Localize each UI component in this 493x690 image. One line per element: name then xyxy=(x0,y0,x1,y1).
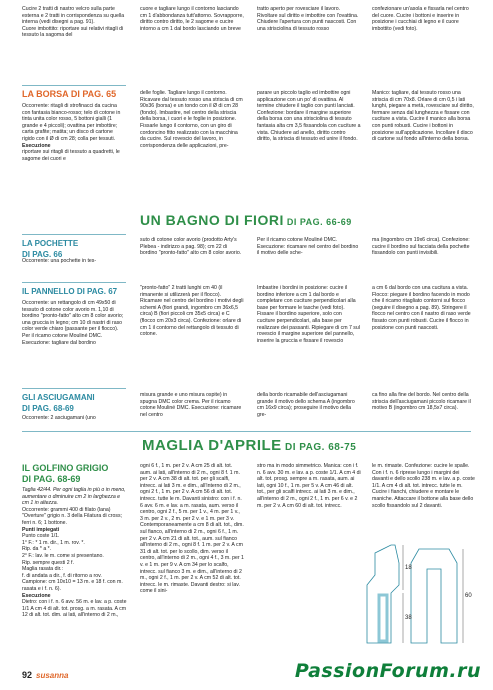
top-col3-para: tratto aperto per rovesciare il lavoro. Rivoltare sul diritto e imbottire con l'ovattina. Chiudere l'apertura con punti nascosti. Con una strisciolina di tessuto rosso xyxy=(257,6,359,32)
asciugamani-col-3 xyxy=(257,392,361,418)
pochette-col-1b xyxy=(22,258,126,265)
golfino-andata: f. di andata a dir., f. di ritorno a rov. xyxy=(22,572,102,579)
pochette-col-3 xyxy=(257,237,361,257)
golfino-f2: 2° F.: lav. le m. come si presentano. xyxy=(22,552,104,559)
golfino-punti-heading: Punti impiegati xyxy=(22,526,60,533)
golfino-rip-sempre: Rip. sempre questi 2 f. xyxy=(22,559,74,566)
banner-maglia-d-aprile xyxy=(142,437,356,454)
asciugamani-col3-para: della bordo ricamabile dell'asciugamani grande il motivo dello schema A (ingombro cm 16x9 circa); proseguire il motivo della gre- xyxy=(257,392,355,418)
borsa-esecuzione-heading: Esecuzione xyxy=(22,142,51,149)
asciugamani-col-4 xyxy=(372,392,476,412)
banner2-pages: DI PAG. 68-75 xyxy=(281,442,357,453)
golfino-col3-para: stro ma in modo simmetrico. Manica: con i f. n. 6 avv. 30 m. e lav. a p. coste 1/1. A cm 4 di alt. tot. prosg. sempre a m. rasata, aum. ai lati, ogni 10 f., 1 m. per 5 v. A cm 46 di alt. tot., per gli scalfi intrecc. ai lati 3 m. e dim., all'interno di 2 m., ogni 2 f., 1 m. per 6 v. e 2 m. per 2 v. A cm 60 di alt. tot. intrecc. xyxy=(257,463,361,509)
pochette-col-1 xyxy=(22,234,126,260)
pannello-col-3 xyxy=(257,285,361,344)
magazine-brand: susanna xyxy=(36,671,69,680)
pannello-col-1 xyxy=(22,282,126,346)
top-col-3 xyxy=(257,6,361,32)
top-col1-para: Cuore imbottito: riportare sui relativi ritagli di tessuto la sagoma del xyxy=(22,25,124,39)
golfino-rip: Rip. da * a *. xyxy=(22,546,52,553)
pochette-col2-para: suto di cotone color avorio (prodotto Arty's Plebea - indirizzo a pag. 98); cm 22 di bordino "pronto-fatto" alto cm 8 color avorio. xyxy=(140,237,242,257)
pannello-col3-para: Imbastire i bordini in posizione: cucire il bordino inferiore a cm 1 dal bordo e completare con cuciture perpendicolari alla base per formare le tasche (vedi foto). Fissare il bordino superiore, solo con cuciture perpendicolari, alla base per realizzare dei passanti. Ripiegare di cm 7 sul rovescio il margine superiore del pannello, inserire la gruccia e fissare il rovescio xyxy=(257,285,360,344)
pochette-col4-para: ma (ingombro cm 19x6 circa). Confezione: cucire il bordino sul facciata della pochette fissandolo con punti invisibili. xyxy=(372,237,470,257)
golfino-maglia-rasata: Maglia rasata dir.: xyxy=(22,566,63,573)
pannello-occorrente: Occorrente: un rettangolo di cm 49x50 di tessuto di cotone color avorio m. 1,10 di bordino "pronto-fatto" alto cm 8 color avorio; una gruccia in legno; cm 10 di nastri di raso color verde chiaro (passante per il flocco). xyxy=(22,300,124,333)
dim-label-60: 60 xyxy=(465,593,472,599)
golfino-dietro: Dietro: con i f. n. 6 avv. 56 m. e lav. a p. coste 1/1 A cm 4 di alt. tot. prosg. a m. rasata. A cm 12 di alt. tot. dim. ai lati, all'interno di 2 m., xyxy=(22,599,127,619)
top-col1-para: Cucire 2 tratti di nastro velcro sulla parte esterna e 2 tratti in corrispondenza su quella interna (vedi disegni a pag. 91). xyxy=(22,6,125,26)
asciugamani-title-pages: DI PAG. 68-69 xyxy=(22,404,74,413)
watermark-logo: PassionForum.ru xyxy=(294,660,481,682)
asciugamani-col2-para: misura grande e uno misura ospite) in spugna DMC color crema. Per il ricamo cotone Mouliné DMC. Esecuzione: ricamare nel centro xyxy=(140,392,242,418)
golfino-title-pages: DI PAG. 68-69 xyxy=(22,474,81,484)
pannello-title: IL PANNELLO DI PAG. 67 xyxy=(22,287,118,296)
asciugamani-col-1b xyxy=(22,415,132,422)
top-col2-para: cuore e tagliare lungo il contorno lasciando cm 1 d'abbondanza tutt'attorno. Sovrapporre, diritto contro diritto, le 2 sagome e cucire intorno a cm 1 dal bordo lasciando un breve xyxy=(140,6,244,32)
borsa-col-4 xyxy=(372,90,476,143)
sleeve-shape xyxy=(411,549,457,643)
pannello-ricamo: Per il ricamo cotone Mouliné DMC. xyxy=(22,332,103,339)
top-col-1 xyxy=(22,6,126,39)
borsa-col-2 xyxy=(140,90,244,149)
golfino-taglia: Taglia 42/44. Per ogni taglia in più o in meno, aumentare o diminuire cm 2 in larghezza e cm 1 in altezza. xyxy=(22,487,126,507)
golfino-col-3 xyxy=(257,463,361,509)
section-divider xyxy=(22,431,471,432)
banner1-title: UN BAGNO DI FIORI xyxy=(140,212,284,228)
golfino-campione: Campione: cm 10x10 = 13 m. e 18 f. con m. rasata e i f. n. 6). xyxy=(22,579,123,592)
borsa-col-1 xyxy=(22,85,126,162)
banner1-pages: DI PAG. 66-69 xyxy=(283,217,352,227)
asciugamani-col-2 xyxy=(140,392,244,418)
borsa-occorrente: Occorrente: ritagli di strofinacci da cucina con fantasia bianco-rosso; telo di cotone in tinta unita color rosso, 5 bottoni gialli (1 grande e 4 piccoli); ovattina per imbottire; carta grafite; matita; un disco di cartone rigido con il Ø di cm 28; colla per tessuti. xyxy=(22,103,121,142)
golfino-col-4 xyxy=(372,463,476,509)
pannello-col-4 xyxy=(372,285,476,331)
pannello-col4-para: a cm 6 dal bordo con una cucitura a vista. Flocco: piegare il bordino facendo in modo che il ricamo ritagliato contorni sul flocco (seguire il disegno a pag. 89). Stringere il flocco nel centro con il nastro di raso verde fissato con punti robusti. Cucire il flocco in posizione con punti nascosti. xyxy=(372,285,471,331)
pochette-col-4 xyxy=(372,237,476,257)
golfino-esecuzione-heading: Esecuzione xyxy=(22,592,51,599)
asciugamani-occorrente: Occorrente: 2 asciugamani (uno xyxy=(22,415,96,421)
borsa-title: LA BORSA DI PAG. 65 xyxy=(22,89,117,99)
top-col4-para: confezionare un'asola e fissarla nel centro del cuore. Cucire i bottoni e inserire in posizione i cucchiai di legno e il cuore imbottito (vedi foto). xyxy=(372,6,469,32)
golfino-col-2 xyxy=(140,463,244,595)
golfino-col4-para: le m. rimaste. Confezione: cucire le spalle. Con i f. n. 6 riprese lungo i margini dei davanti e dello scollo 238 m. e lav. a p. coste 1/1. A cm 4 di alt. tot. intrecc. tutte le m. Cucire i fianchi, chiudere e montare le maniche. Attaccare il bottone alla base dello scollo fissandolo sul 2 davanti. xyxy=(372,463,475,509)
borsa-col2-para: delle foglie. Tagliare lungo il contorno. Ricavare dal tessuto rosso una striscia di cm 90x36 (borsa) e un tondo con il Ø di cm 28 (fondo). Imbastire, nel centro della striscia della borsa, i cuori e le foglie in posizione. Fissarle lungo il contorno, con un giro di cordoncino fitto realizzato con la macchina da cucire. Sul rovescio del lavoro, in corrispondenza delle applicazioni, pre- xyxy=(140,90,243,149)
pochette-occorrente: Occorrente: una pochette in tes- xyxy=(22,258,97,264)
golfino-occorrente: Occorrente: grammi 400 di filato (lana) "Overture" grigio n. 3 della Filatura di cross; ferri n. 6; 1 bottone. xyxy=(22,506,122,526)
banner2-title: MAGLIA D'APRILE xyxy=(142,437,282,454)
golfino-schema-diagram xyxy=(361,535,476,655)
asciugamani-title: GLI ASCIUGAMANI xyxy=(22,393,95,402)
golfino-punto-coste: Punto coste 1/1. xyxy=(22,533,60,540)
banner-bagno-di-fiori xyxy=(140,212,352,228)
top-col-4 xyxy=(372,6,476,32)
page-number: 92 xyxy=(22,670,33,680)
dim-label-18: 18 xyxy=(405,565,412,571)
rib-band xyxy=(379,595,387,641)
top-col-2 xyxy=(140,6,244,32)
pochette-col3-para: Per il ricamo cotone Mouliné DMC. Esecuzione: ricamare nel centro del bordino il motivo delle sche- xyxy=(257,237,359,257)
pannello-col2-para: "pronto-fatto" 2 tratti lunghi cm 40 (il rimanente si utilizzerà per il flocco). Ricamare nel centro del bordino i motivi degli schemi A (fiori grandi, ingombro cm 36x6,5 circa) B (fiori piccoli cm 35x5 circa) e C (flocco cm 20x3 circa). Confezione: orlare di cm 1 il contorno del rettangolo di tessuto di cotone. xyxy=(140,285,244,338)
golfino-col2-para: ogni 6 f., 1 m. per 2 v. A cm 25 di alt. tot. aum. ai lati, all'interno di 2 m., ogni 8 f. 1 m. per 2 v. A cm 38 di alt. tot. per gli scalfi, intrecc. ai lati 3 m. e dim., all'interno di 2 m., ogni 2 f., 1 m. per 2 v. A cm 56 di alt. tot. intrecc. tutte le m. Davanti sinistro: con i f. n. 6 avv. 6 m. e lav. a m. rasata, aum. verso il centro, ogni 2 f., 5 m. per 1 v., 4 m. per 1 v., 3 m. per 2 v., 2 m. per 2 v. e 1 m. per 3 v. Contemporaneamente a cm 8 di alt. tot., dim. sul fianco, all'interno di 2 m., ogni 6 f., 1 m. per 2 v. A cm 21 di alt. tot., aum. sul fianco all'interno di 2 m., ogni 8 f. 1 m. per 2 v. A cm 31 di alt. tot. per lo scollo, dim. verso il centro, all'interno di 2 m., ogni 4 f., 3 m. per 1 v. e 1 m. per 9 v. A cm 34 per lo scalfo, intrecc. sul fianco 3 m. e dim., all'interno di 2 m., ogni 2 f., 1 m. per 2 v. A cm 52 di alt. tot. intrecc. le m. rimaste. Davanti destro: si lav. come il sini- xyxy=(140,463,244,595)
pannello-col-2 xyxy=(140,285,244,338)
borsa-col3-para: parare un piccolo taglio ed imbottire ogni applicazione con un po' di ovattina. Al termine chiudere il taglio con punti lanciati. Confezione: bordare il margine superiore della borsa con una strisciolina di tessuto fantasia alta cm 3,5 fissandola con cuciture a vista. Chiudere ad anello, diritto contro diritto, la striscia di tessuto ed unire il fondo. xyxy=(257,90,361,143)
borsa-col4-para: Manico: tagliare, dal tessuto rosso una striscia di cm 70x8. Orlare di cm 0,5 i lati lunghi, piegare a metà, rovesciare sul diritto, fermare senza dal lunghezza e fissare con cuciture a vista. Cucire il manico alla borsa con punti robusti. Cucire i bottoni in posizione sull'applicazione. Incollare il disco di cartone sul fondo all'interno della borsa. xyxy=(372,90,474,143)
pochette-title-pages: DI PAG. 66 xyxy=(22,250,63,259)
golfino-f1: 1° F.: * 1 m. dir., 1 m. rov. *. xyxy=(22,539,85,546)
borsa-esecuzione: riportare sui ritagli di tessuto a quadretti, le sagome dei cuori e xyxy=(22,149,120,162)
borsa-col-3 xyxy=(257,90,361,143)
golfino-col-1 xyxy=(22,463,128,619)
pochette-col-2 xyxy=(140,237,244,257)
dim-label-38: 38 xyxy=(405,615,412,621)
golfino-title: IL GOLFINO GRIGIO xyxy=(22,463,109,473)
asciugamani-col4-para: ca fino alla fine del bordo. Nel centro della striscia dell'asciugamani piccolo ricamare il motivo B (ingombro cm 18,5x7 circa). xyxy=(372,392,471,412)
asciugamani-col-1 xyxy=(22,388,126,414)
pochette-title: LA POCHETTE xyxy=(22,239,79,248)
pannello-esecuzione: Esecuzione: tagliare dal bordino xyxy=(22,339,96,346)
